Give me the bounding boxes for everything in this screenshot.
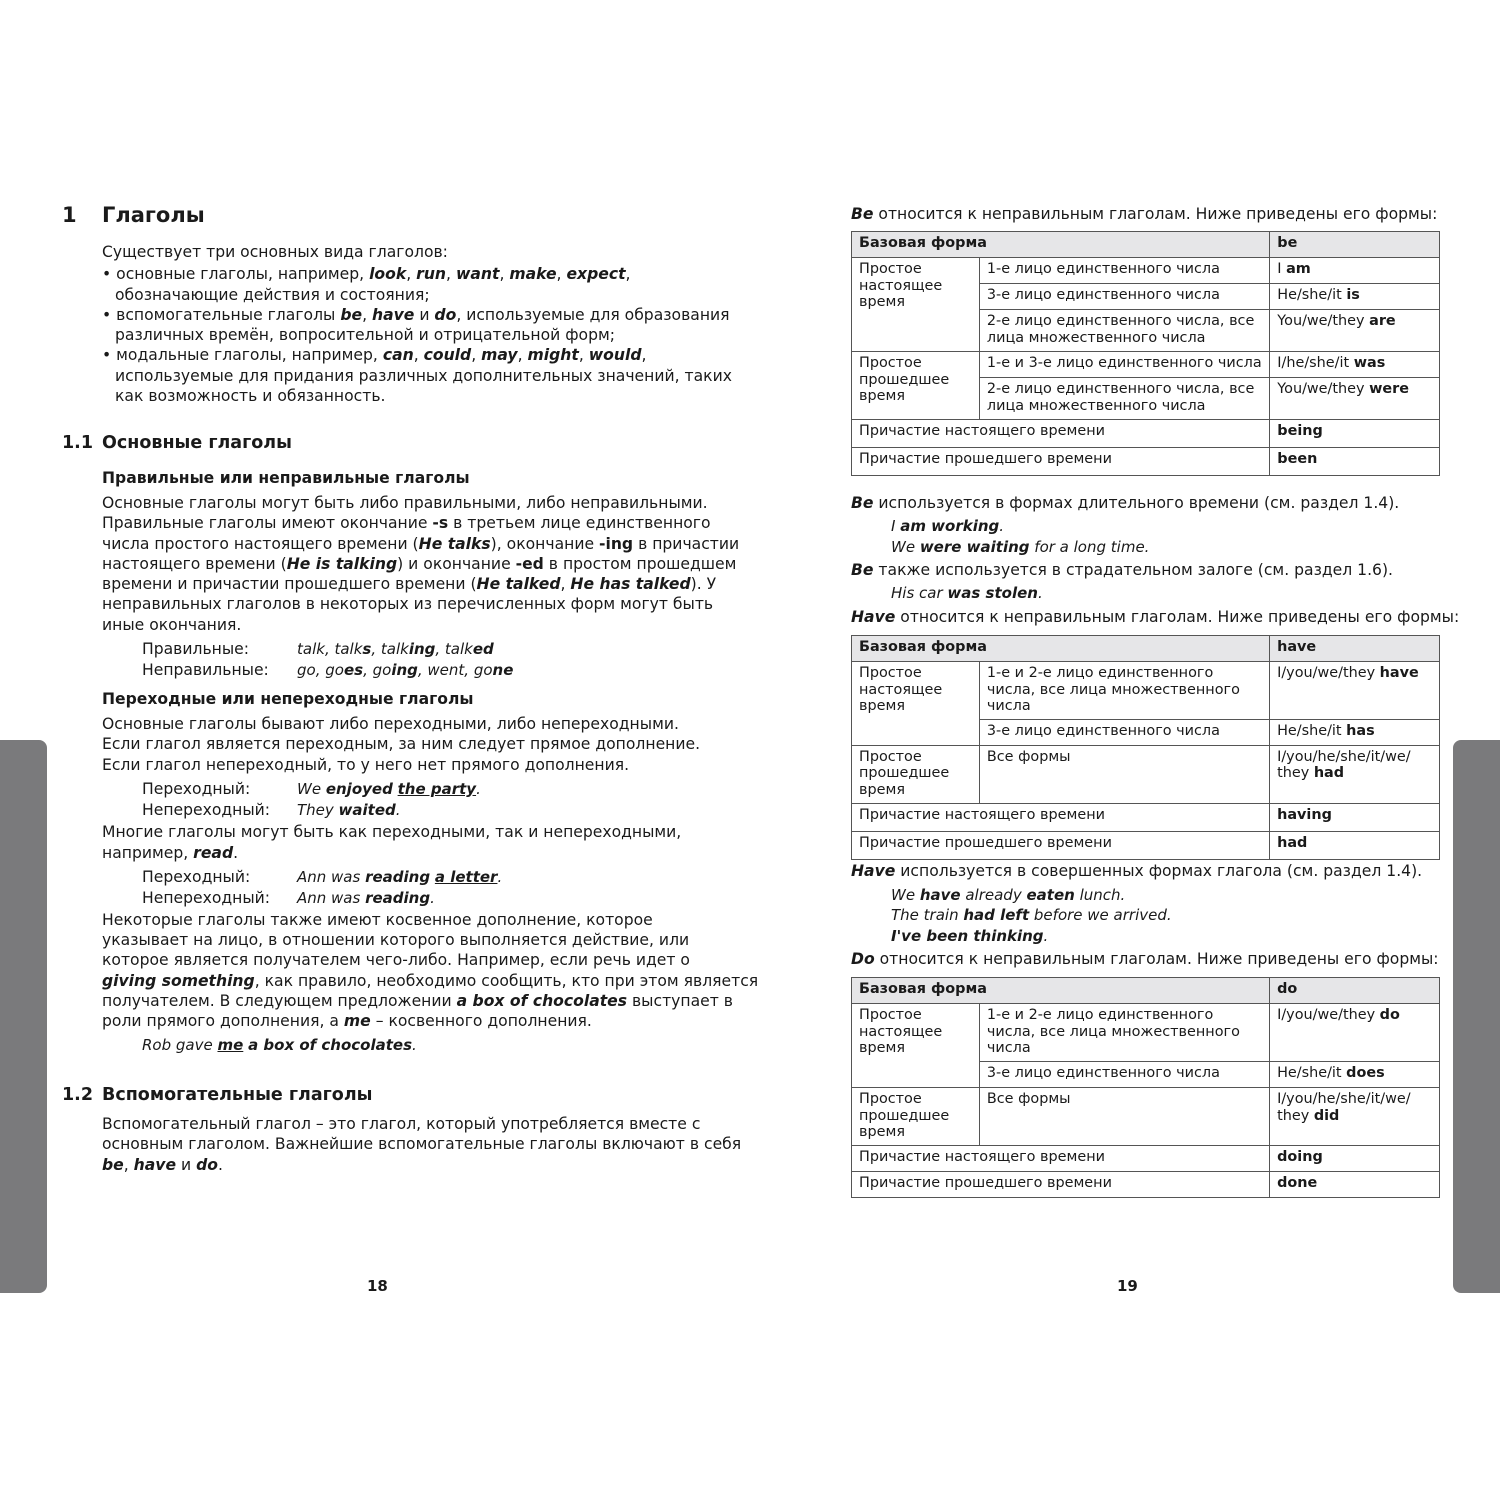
table-cell: He/she/it has [1270,719,1440,745]
paragraph-line: которое является получателем чего-либо. Например, если речь идет о [102,951,690,969]
table-cell: 1-е и 2-е лицо единственного числа, все лица множественного числа [979,662,1269,720]
be-usage-continuous: Be используется в формах длительного времени (см. раздел 1.4). [851,494,1400,512]
table-header-cell: Базовая форма [852,636,1270,662]
example-sentence: His car was stolen. [891,584,1043,602]
table-cell: I/you/we/they have [1270,662,1440,720]
paragraph-line: be, have и do. [102,1156,223,1174]
paragraph-line: иные окончания. [102,616,242,634]
paragraph-line: роли прямого дополнения, а me – косвенного дополнения. [102,1012,592,1030]
bullet-marker: • [102,306,112,324]
table-cell: 1-е лицо единственного числа [979,258,1269,284]
bullet-text: как возможность и обязанность. [115,387,386,405]
table-row [852,352,1440,378]
be-forms-table [851,231,1440,476]
paragraph-line: числа простого настоящего времени (He talks), окончание -ing в причастии [102,535,740,553]
table-header-cell: have [1270,636,1440,662]
table-cell: Причастие прошедшего времени [852,831,1270,859]
paragraph-line: Если глагол является переходным, за ним следует прямое дополнение. [102,735,701,753]
do-intro: Do относится к неправильным глаголам. Ниже приведены его формы: [851,950,1439,968]
paragraph-line: Основные глаголы могут быть либо правильными, либо неправильными. [102,494,708,512]
table-header-cell: be [1270,232,1440,258]
page-number: 18 [367,1277,388,1295]
table-cell: 1-е и 2-е лицо единственного числа, все лица множественного числа [979,1004,1269,1062]
table-cell: 3-е лицо единственного числа [979,284,1269,310]
table-cell: I/you/he/she/it/we/ they had [1270,745,1440,803]
table-row [852,258,1440,284]
intro-text: Существует три основных вида глаголов: [102,243,448,261]
paragraph-line: времени и причастии прошедшего времени (He talked, He has talked). У [102,575,717,593]
section-1-title: Глаголы [102,203,205,227]
be-usage-passive: Be также используется в страдательном залоге (см. раздел 1.6). [851,561,1393,579]
table-cell: Причастие прошедшего времени [852,448,1270,476]
subheading-transitive: Переходные или непереходные глаголы [102,690,474,708]
left-edge-tab [0,740,47,1293]
right-page [750,0,1500,1500]
paragraph-line: Если глагол непереходный, то у него нет прямого дополнения. [102,756,630,774]
table-cell: I/you/we/they do [1270,1004,1440,1062]
table-cell: Все формы [979,745,1269,803]
have-forms-table [851,635,1440,860]
table-row [852,448,1440,476]
have-usage-perfect: Have используется в совершенных формах глагола (см. раздел 1.4). [851,862,1423,880]
section-1-2-number: 1.2 [62,1085,94,1105]
table-row-label: Простое настоящее время [852,1004,980,1088]
section-1-number: 1 [62,203,77,227]
table-header-cell: do [1270,978,1440,1004]
paragraph-line: указывает на лицо, в отношении которого выполняется действие, или [102,931,690,949]
be-intro: Be относится к неправильным глаголам. Ниже приведены его формы: [851,205,1438,223]
table-cell: Причастие настоящего времени [852,420,1270,448]
example-sentence: Rob gave me a box of chocolates. [142,1036,417,1054]
example-label: Неправильные: [142,661,269,679]
example-forms: go, goes, going, went, gone [297,661,514,679]
table-row [852,831,1440,859]
table-row [852,1146,1440,1172]
table-cell: 2-е лицо единственного числа, все лица множественного числа [979,378,1269,420]
bullet-marker: • [102,265,112,283]
paragraph-line: например, read. [102,844,239,862]
table-row [852,978,1440,1004]
table-cell: had [1270,831,1440,859]
paragraph-line: основным глаголом. Важнейшие вспомогательные глаголы включают в себя [102,1135,742,1153]
table-cell: He/she/it is [1270,284,1440,310]
table-row [852,420,1440,448]
section-1-1-number: 1.1 [62,433,94,453]
table-row [852,1088,1440,1146]
table-cell: I am [1270,258,1440,284]
example-label: Переходный: [142,780,251,798]
table-cell: Причастие настоящего времени [852,1146,1270,1172]
table-cell: being [1270,420,1440,448]
table-row-label: Простое настоящее время [852,662,980,746]
table-row [852,662,1440,720]
page-number: 19 [1117,1277,1138,1295]
table-cell: I/you/he/she/it/we/ they did [1270,1088,1440,1146]
example-sentence: I've been thinking. [891,927,1049,945]
example-forms: talk, talks, talking, talked [297,640,494,658]
example-sentence: The train had left before we arrived. [891,906,1172,924]
table-header-cell: Базовая форма [852,232,1270,258]
example-label: Переходный: [142,868,251,886]
table-row [852,1004,1440,1062]
table-row [852,803,1440,831]
table-cell: You/we/they are [1270,310,1440,352]
table-cell: He/she/it does [1270,1062,1440,1088]
table-row-label: Простое прошедшее время [852,352,980,420]
paragraph-line: Вспомогательный глагол – это глагол, который употребляется вместе с [102,1115,701,1133]
paragraph-line: Многие глаголы могут быть как переходными, так и непереходными, [102,823,682,841]
table-row-label: Простое прошедшее время [852,1088,980,1146]
paragraph-line: Правильные глаголы имеют окончание -s в третьем лице единственного [102,514,711,532]
bullet-marker: • [102,346,112,364]
table-cell: Причастие прошедшего времени [852,1172,1270,1198]
table-row [852,636,1440,662]
paragraph-line: giving something, как правило, необходимо сообщить, кто при этом является [102,972,759,990]
section-1-2-title: Вспомогательные глаголы [102,1085,373,1105]
paragraph-line: Основные глаголы бывают либо переходными, либо непереходными. [102,715,679,733]
bullet-text: обозначающие действия и состояния; [115,286,430,304]
table-cell: been [1270,448,1440,476]
table-cell: You/we/they were [1270,378,1440,420]
have-intro: Have относится к неправильным глаголам. Ниже приведены его формы: [851,608,1460,626]
do-forms-table [851,977,1440,1198]
table-cell: Все формы [979,1088,1269,1146]
table-row-label: Простое настоящее время [852,258,980,352]
example-sentence: We enjoyed the party. [297,780,481,798]
example-label: Правильные: [142,640,250,658]
paragraph-line: Некоторые глаголы также имеют косвенное дополнение, которое [102,911,653,929]
example-sentence: We have already eaten lunch. [891,886,1126,904]
table-cell: doing [1270,1146,1440,1172]
bullet-text: различных времён, вопросительной и отрицательной форм; [115,326,616,344]
bullet-item: • модальные глаголы, например, can, could, may, might, would, [102,346,647,364]
table-cell: 3-е лицо единственного числа [979,719,1269,745]
right-edge-tab [1453,740,1500,1293]
paragraph-line: получателем. В следующем предложении a box of chocolates выступает в [102,992,733,1010]
table-cell: I/he/she/it was [1270,352,1440,378]
example-sentence: Ann was reading. [297,889,435,907]
table-row [852,745,1440,803]
table-cell: 2-е лицо единственного числа, все лица множественного числа [979,310,1269,352]
table-cell: having [1270,803,1440,831]
bullet-text: используемые для придания различных дополнительных значений, таких [115,367,732,385]
example-label: Непереходный: [142,801,271,819]
paragraph-line: настоящего времени (He is talking) и окончание -ed в простом прошедшем [102,555,737,573]
subheading-regular: Правильные или неправильные глаголы [102,469,470,487]
example-sentence: They waited. [297,801,401,819]
table-cell: 3-е лицо единственного числа [979,1062,1269,1088]
bullet-item: • вспомогательные глаголы be, have и do, используемые для образования [102,306,730,324]
example-sentence: We were waiting for a long time. [891,538,1150,556]
example-label: Непереходный: [142,889,271,907]
example-sentence: Ann was reading a letter. [297,868,503,886]
table-row [852,1172,1440,1198]
table-header-cell: Базовая форма [852,978,1270,1004]
table-cell: 1-е и 3-е лицо единственного числа [979,352,1269,378]
table-cell: Причастие настоящего времени [852,803,1270,831]
paragraph-line: неправильных глаголов в некоторых из перечисленных форм могут быть [102,595,714,613]
table-row-label: Простое прошедшее время [852,745,980,803]
table-row [852,232,1440,258]
example-sentence: I am working. [891,517,1005,535]
bullet-item: • основные глаголы, например, look, run, want, make, expect, [102,265,631,283]
section-1-1-title: Основные глаголы [102,433,292,453]
table-cell: done [1270,1172,1440,1198]
